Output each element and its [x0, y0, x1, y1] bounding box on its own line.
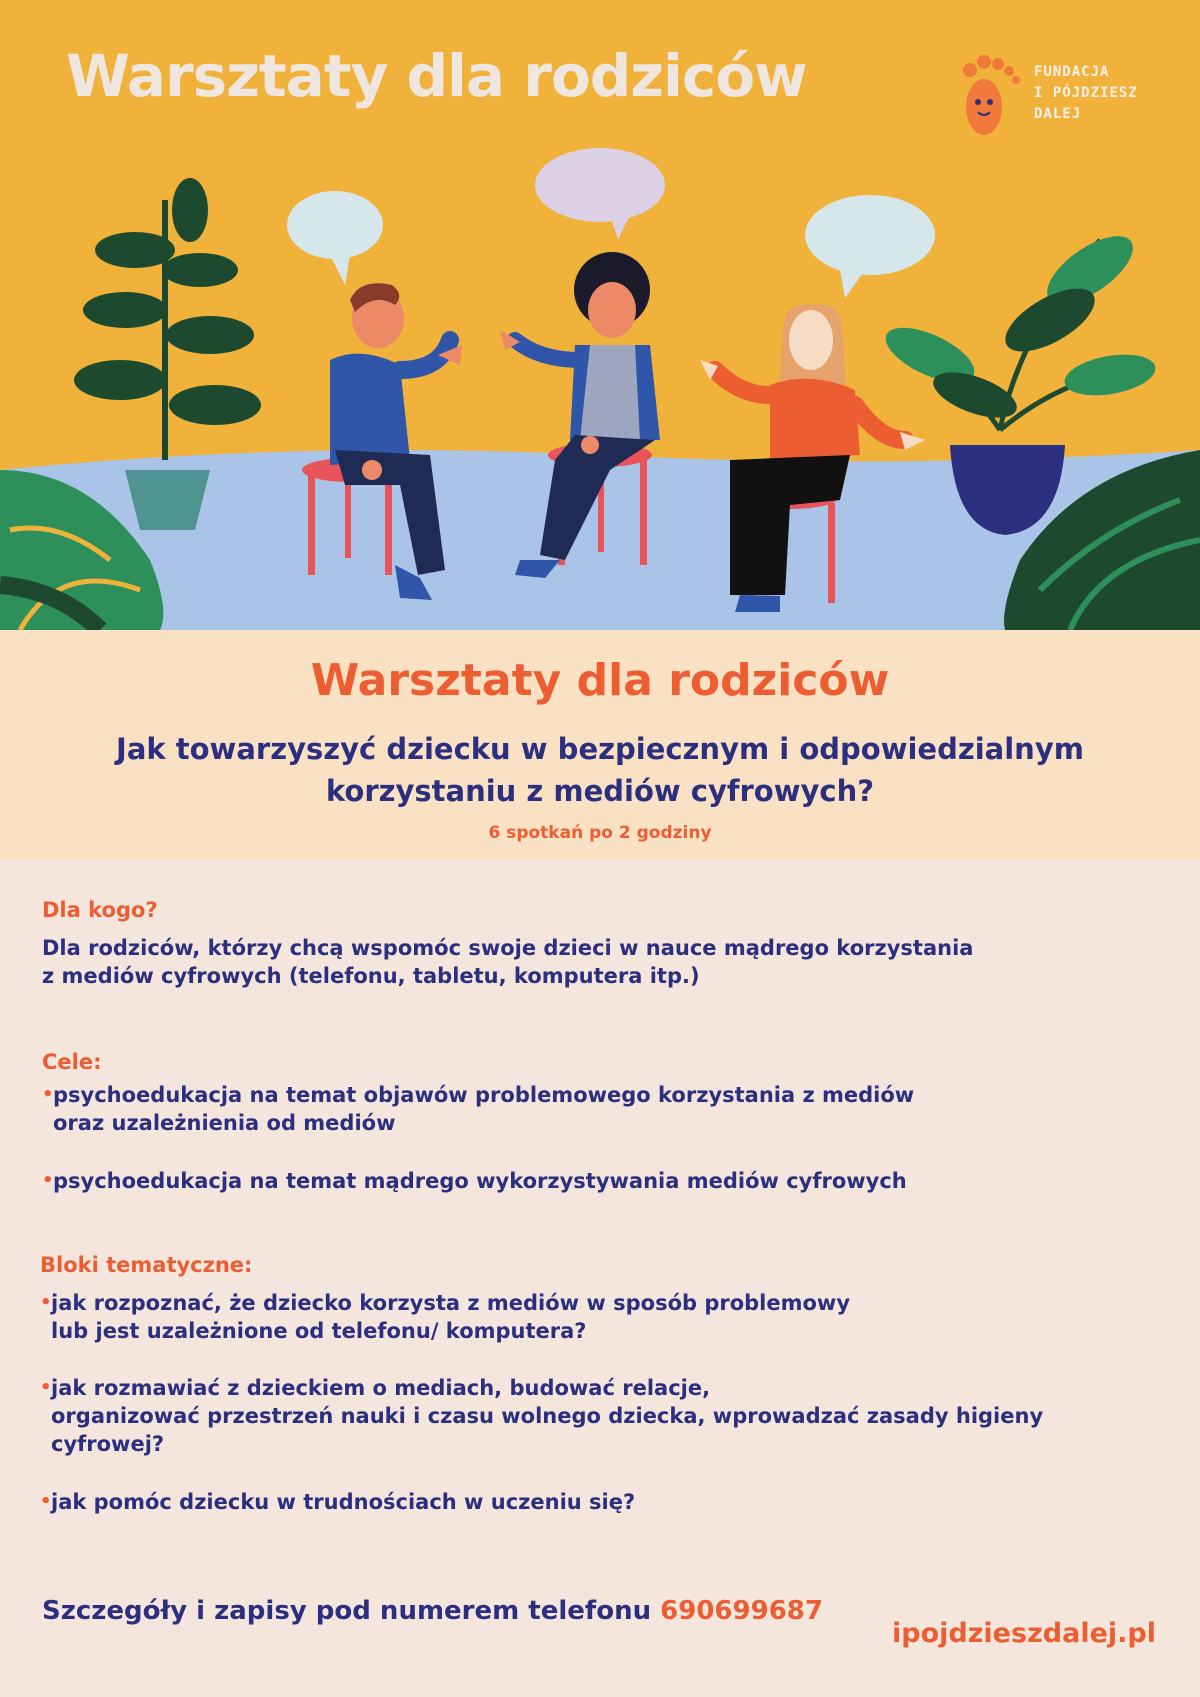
block-line: organizować przestrzeń nauki i czasu wolnego dziecka, wprowadzać zasady higieny — [51, 1404, 1044, 1428]
subtitle-line: Jak towarzyszyć dziecku w bezpiecznym i odpowiedzialnym — [116, 732, 1084, 766]
title-band — [0, 630, 1200, 860]
contact-line — [42, 1596, 823, 1626]
foundation-logo — [958, 52, 1158, 142]
logo-line: FUNDACJA — [1034, 64, 1110, 80]
block-line: jak pomóc dziecku w trudnościach w uczeniu się? — [51, 1490, 636, 1514]
blocks-heading: Bloki tematyczne: — [40, 1253, 253, 1277]
goals-section — [42, 1050, 1162, 1200]
who-text — [42, 934, 1162, 990]
bullet-icon: • — [40, 1377, 52, 1398]
logo-line: DALEJ — [1034, 106, 1082, 122]
goal-line: oraz uzależnienia od mediów — [53, 1111, 396, 1135]
logo-line: I PÓJDZIESZ — [1034, 85, 1138, 101]
who-line: z mediów cyfrowych (telefonu, tabletu, komputera itp.) — [42, 964, 700, 988]
block-line: lub jest uzależnione od telefonu/ komputera? — [51, 1319, 587, 1343]
goals-heading: Cele: — [42, 1050, 102, 1074]
phone-number[interactable]: 690699687 — [660, 1596, 823, 1626]
website-link[interactable]: ipojdzieszdalej.pl — [892, 1618, 1156, 1649]
goal-line: psychoedukacja na temat objawów problemowego korzystania z mediów — [53, 1083, 915, 1107]
block-line: jak rozmawiać z dzieckiem o mediach, budować relacje, — [51, 1376, 711, 1400]
bullet-icon: • — [42, 1170, 54, 1191]
who-heading: Dla kogo? — [42, 898, 158, 922]
block-line: jak rozpoznać, że dziecko korzysta z mediów w sposób problemowy — [51, 1291, 851, 1315]
subtitle-line: korzystaniu z mediów cyfrowych? — [325, 774, 875, 808]
hero-title: Warsztaty dla rodziców — [66, 42, 807, 110]
band-title: Warsztaty dla rodziców — [310, 655, 890, 706]
sessions-note: 6 spotkań po 2 godziny — [488, 823, 712, 843]
who-line: Dla rodziców, którzy chcą wspomóc swoje dzieci w nauce mądrego korzystania — [42, 936, 974, 960]
block-line: cyfrowej? — [51, 1432, 165, 1456]
hero-illustration — [0, 0, 1200, 630]
logo-text — [1034, 62, 1138, 125]
band-subtitle — [40, 728, 1160, 812]
blocks-section — [40, 1253, 1160, 1523]
bullet-icon: • — [40, 1491, 52, 1512]
who-section — [42, 898, 1162, 990]
foot-icon — [958, 52, 1028, 142]
contact-text: Szczegóły i zapisy pod numerem telefonu — [42, 1596, 652, 1626]
bullet-icon: • — [40, 1292, 52, 1313]
goal-line: psychoedukacja na temat mądrego wykorzystywania mediów cyfrowych — [53, 1169, 907, 1193]
bullet-icon: • — [42, 1084, 54, 1105]
